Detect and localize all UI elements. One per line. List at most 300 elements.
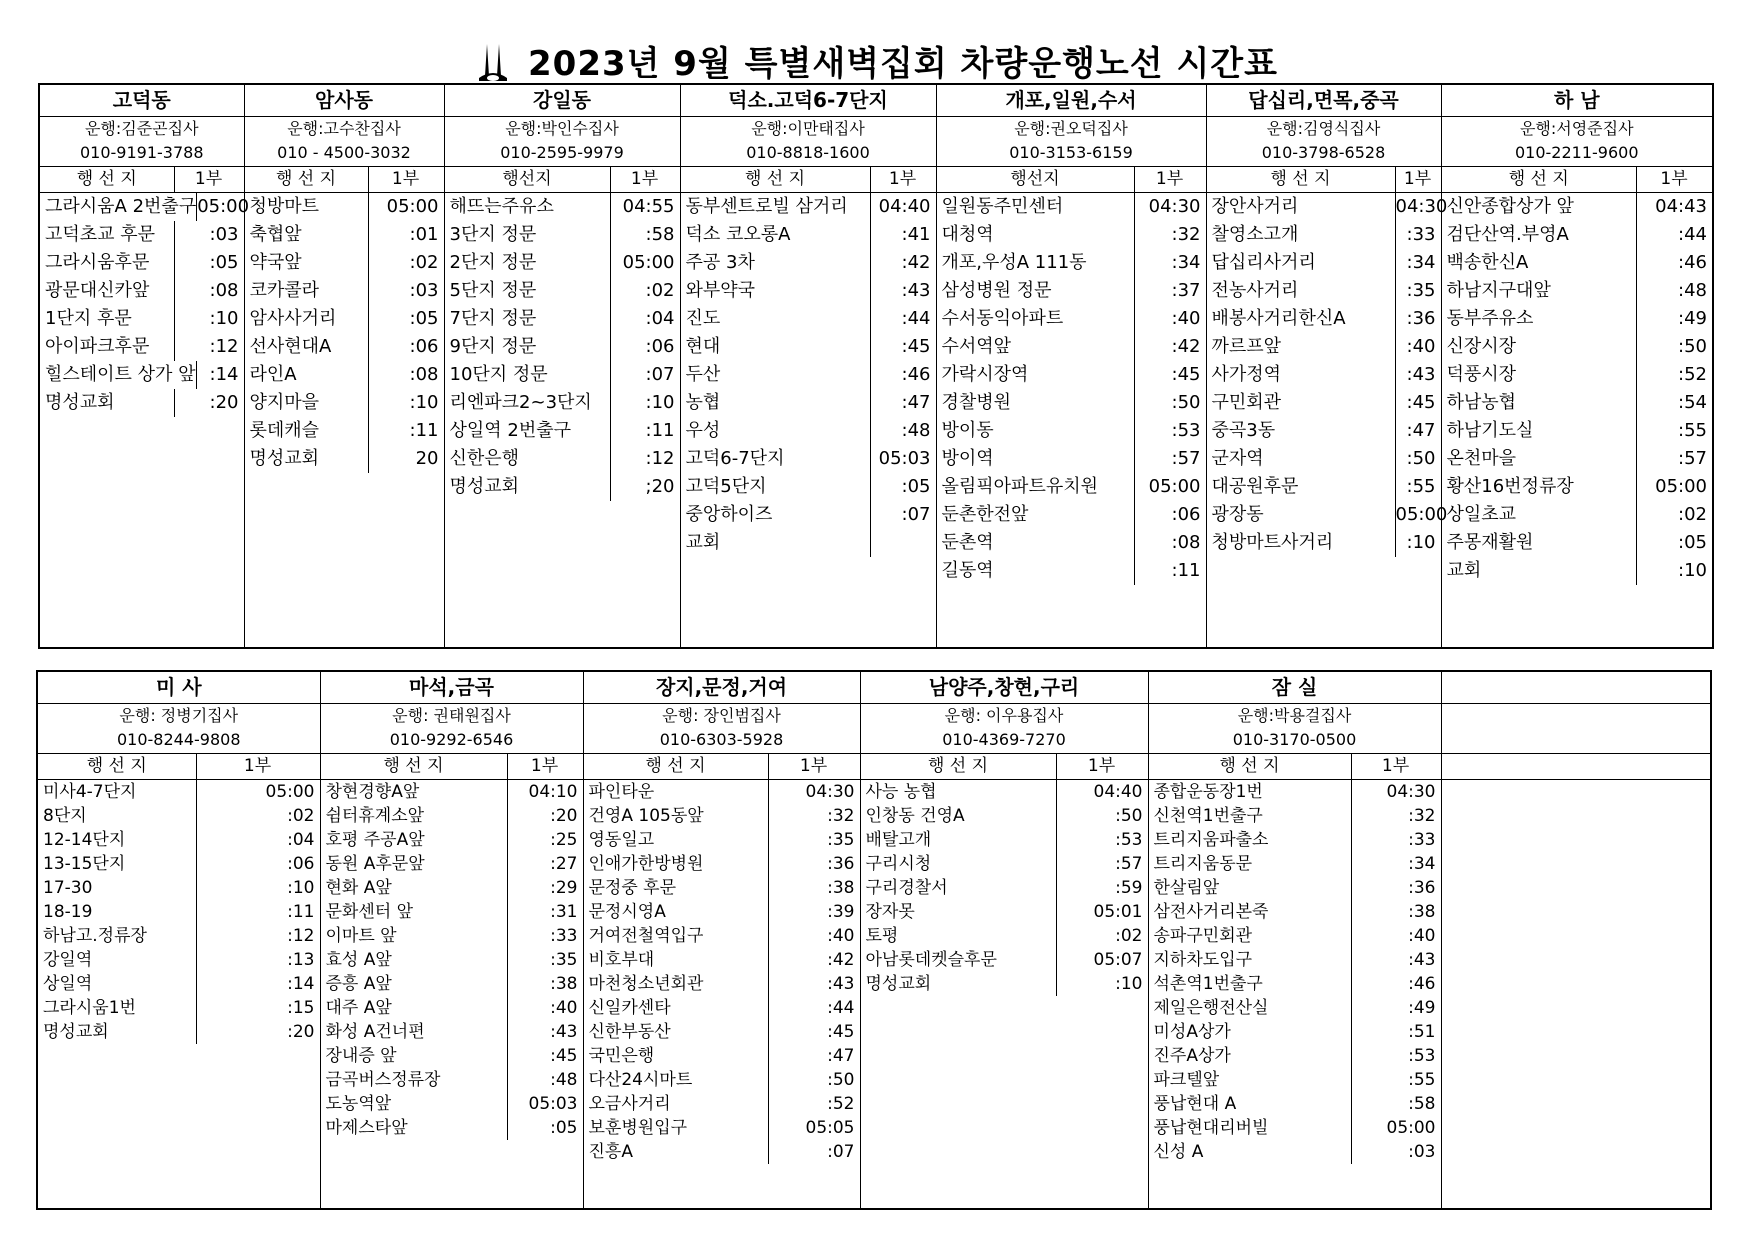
stop-name: 사가정역 bbox=[1211, 364, 1282, 385]
stop-row bbox=[40, 221, 244, 249]
stop-time: :45 bbox=[507, 1044, 583, 1068]
stop-time: 04:10 bbox=[507, 780, 583, 804]
stop-time: :55 bbox=[1351, 1068, 1441, 1092]
stop-name: 8단지 bbox=[43, 806, 87, 826]
stop-time: :43 bbox=[768, 972, 860, 996]
stop-name: 하남기도실 bbox=[1446, 420, 1534, 441]
stop-row bbox=[584, 828, 860, 852]
stop-name: 현화 A앞 bbox=[325, 878, 392, 898]
stop-time: :35 bbox=[1395, 277, 1441, 305]
stop-row bbox=[40, 389, 244, 417]
stop-time: :12 bbox=[196, 924, 320, 948]
stop-name: 미성A상가 bbox=[1153, 1022, 1231, 1042]
route-name: 답십리,면목,중곡 bbox=[1206, 84, 1441, 117]
stop-row bbox=[1442, 333, 1713, 361]
part1-header: 1부 bbox=[1403, 169, 1432, 189]
stop-row bbox=[861, 828, 1148, 852]
stop-time: :36 bbox=[1395, 305, 1441, 333]
stop-time: 05:00 bbox=[1395, 501, 1441, 529]
stop-row bbox=[861, 924, 1148, 948]
stop-row bbox=[1149, 1068, 1441, 1092]
stop-time: :03 bbox=[368, 277, 444, 305]
stop-header: 행 선 지 bbox=[40, 167, 175, 192]
stop-time: :55 bbox=[1636, 417, 1712, 445]
stop-name: 신장시장 bbox=[1446, 336, 1517, 357]
stop-header: 행 선 지 bbox=[1442, 167, 1638, 192]
stop-row bbox=[681, 501, 936, 529]
stop-row bbox=[445, 445, 680, 473]
stop-time: :48 bbox=[870, 417, 936, 445]
stop-row bbox=[681, 529, 936, 557]
stop-time: :54 bbox=[1636, 389, 1712, 417]
stop-row bbox=[1149, 948, 1441, 972]
stop-time: :06 bbox=[610, 333, 680, 361]
stop-time: :25 bbox=[507, 828, 583, 852]
stop-row bbox=[38, 876, 320, 900]
stop-row bbox=[937, 361, 1206, 389]
stop-row bbox=[681, 305, 936, 333]
part1-header: 1부 bbox=[530, 756, 559, 776]
stop-row bbox=[1442, 277, 1713, 305]
stop-row bbox=[321, 1068, 583, 1092]
stop-name: 한살림앞 bbox=[1153, 878, 1220, 898]
stop-header: 행 선 지 bbox=[681, 167, 871, 192]
stop-row bbox=[1207, 501, 1448, 529]
stop-row bbox=[937, 557, 1206, 585]
stop-name: 주공 3차 bbox=[685, 252, 755, 273]
route-name: 남양주,창현,구리 bbox=[860, 671, 1148, 704]
route-name: 미 사 bbox=[37, 671, 320, 704]
stop-row bbox=[1207, 193, 1448, 221]
stop-name: 구리경찰서 bbox=[865, 878, 948, 898]
stop-time: :05 bbox=[174, 249, 244, 277]
stop-row bbox=[584, 900, 860, 924]
part1-header: 1부 bbox=[1155, 169, 1184, 189]
route-driver-cell bbox=[936, 117, 1206, 167]
stop-row bbox=[321, 924, 583, 948]
stop-name: 13-15단지 bbox=[43, 854, 126, 874]
stop-name: 10단지 정문 bbox=[449, 364, 548, 385]
stop-time: :33 bbox=[1351, 828, 1441, 852]
stop-time: :42 bbox=[870, 249, 936, 277]
stop-time: :45 bbox=[1395, 389, 1441, 417]
stop-row bbox=[681, 193, 936, 221]
stop-time: :33 bbox=[1395, 221, 1441, 249]
stop-name: 동부센트로빌 삼거리 bbox=[685, 196, 848, 217]
route-driver-cell bbox=[320, 704, 583, 754]
stop-time: :36 bbox=[1351, 876, 1441, 900]
stop-name: 대청역 bbox=[941, 224, 994, 245]
stop-row bbox=[1207, 417, 1441, 445]
stop-row bbox=[40, 305, 244, 333]
stop-row bbox=[937, 473, 1206, 501]
route-name: 덕소.고덕6-7단지 bbox=[680, 84, 936, 117]
title-bar bbox=[0, 34, 1754, 86]
stop-name: 방이동 bbox=[941, 420, 994, 441]
empty-cell bbox=[1441, 780, 1711, 1210]
stop-row bbox=[38, 780, 320, 804]
stop-row bbox=[937, 529, 1206, 557]
column-header-row bbox=[680, 167, 936, 193]
stop-row bbox=[937, 249, 1206, 277]
stop-name: 창현경향A앞 bbox=[325, 782, 420, 802]
part1-header: 1부 bbox=[243, 756, 272, 776]
stop-name: 명성교회 bbox=[865, 974, 932, 994]
driver-name: 운행: 권태원집사 bbox=[392, 706, 511, 725]
stop-row bbox=[584, 1116, 860, 1140]
stop-row bbox=[1207, 389, 1441, 417]
stop-row bbox=[245, 361, 444, 389]
stop-name: 교회 bbox=[1446, 560, 1482, 581]
driver-name: 운행:이만태집사 bbox=[751, 119, 865, 138]
stop-name: 하남농협 bbox=[1446, 392, 1517, 413]
stop-row bbox=[40, 333, 244, 361]
stop-time: :43 bbox=[1351, 948, 1441, 972]
stop-row bbox=[937, 417, 1206, 445]
stop-name: 명성교회 bbox=[249, 448, 320, 469]
stop-row bbox=[584, 1140, 860, 1164]
stop-name: 수서동익아파트 bbox=[941, 308, 1064, 329]
stop-row bbox=[1149, 804, 1441, 828]
stop-name: 해뜨는주유소 bbox=[449, 196, 554, 217]
part1-header: 1부 bbox=[888, 169, 917, 189]
stop-row bbox=[321, 1092, 583, 1116]
stop-row bbox=[937, 277, 1206, 305]
stop-row bbox=[38, 972, 320, 996]
stop-time: :42 bbox=[1134, 333, 1206, 361]
stop-row bbox=[1149, 996, 1441, 1020]
stop-time: 05:00 bbox=[610, 249, 680, 277]
stop-name: 황산16번정류장 bbox=[1446, 476, 1574, 497]
route-stop-list bbox=[1441, 193, 1713, 649]
stop-row bbox=[681, 221, 936, 249]
stop-time: 05:01 bbox=[1056, 900, 1148, 924]
stop-time: :58 bbox=[610, 221, 680, 249]
stop-row bbox=[38, 900, 320, 924]
stop-header: 행선지 bbox=[445, 167, 611, 192]
stop-row bbox=[1149, 1116, 1441, 1140]
stop-name: 종합운동장1번 bbox=[1153, 782, 1263, 802]
route-stop-list bbox=[444, 193, 680, 649]
stop-name: 증흥 A앞 bbox=[325, 974, 392, 994]
driver-phone: 010-4369-7270 bbox=[942, 730, 1066, 749]
stop-name: 경찰병원 bbox=[941, 392, 1012, 413]
stop-name: 둔촌역 bbox=[941, 532, 994, 553]
stop-name: 명성교회 bbox=[449, 476, 520, 497]
stop-name: 검단산역.부영A bbox=[1446, 224, 1569, 245]
stop-time: 05:07 bbox=[1056, 948, 1148, 972]
stop-name: 찰영소고개 bbox=[1211, 224, 1299, 245]
stop-time: :35 bbox=[507, 948, 583, 972]
stop-name: 트리지움동문 bbox=[1153, 854, 1253, 874]
stop-time: :46 bbox=[1351, 972, 1441, 996]
stop-name: 교회 bbox=[685, 532, 721, 553]
stop-name: 명성교회 bbox=[45, 392, 115, 413]
stop-time: 05:00 bbox=[1351, 1116, 1441, 1140]
stop-time: :40 bbox=[768, 924, 860, 948]
stop-time: :38 bbox=[768, 876, 860, 900]
stop-row bbox=[584, 852, 860, 876]
stop-time: 05:00 bbox=[196, 780, 320, 804]
stop-row bbox=[937, 445, 1206, 473]
part1-header: 1부 bbox=[1087, 756, 1116, 776]
stop-time: :02 bbox=[1056, 924, 1148, 948]
stop-time: :05 bbox=[870, 473, 936, 501]
stop-time: :43 bbox=[507, 1020, 583, 1044]
stop-time: :48 bbox=[507, 1068, 583, 1092]
stop-name: 사능 농협 bbox=[865, 782, 937, 802]
stop-row bbox=[584, 972, 860, 996]
driver-phone: 010-6303-5928 bbox=[659, 730, 784, 749]
driver-phone: 010-2595-9979 bbox=[500, 143, 624, 162]
stop-name: 신천역1번출구 bbox=[1153, 806, 1263, 826]
stop-name: 올림픽아파트유치원 bbox=[941, 476, 1098, 497]
stop-time: :38 bbox=[1351, 900, 1441, 924]
stop-name: 온천마을 bbox=[1446, 448, 1517, 469]
stop-row bbox=[1207, 445, 1441, 473]
route-name: 고덕동 bbox=[39, 84, 244, 117]
stop-time: :47 bbox=[870, 389, 936, 417]
stop-time: :57 bbox=[1636, 445, 1712, 473]
stop-name: 암사사거리 bbox=[249, 308, 337, 329]
stop-header: 행선지 bbox=[937, 167, 1135, 192]
stop-name: 미사4-7단지 bbox=[43, 782, 137, 802]
stop-time: :32 bbox=[768, 804, 860, 828]
stop-time: :05 bbox=[368, 305, 444, 333]
stop-row bbox=[245, 193, 444, 221]
stop-name: 중앙하이즈 bbox=[685, 504, 773, 525]
stop-time: :11 bbox=[610, 417, 680, 445]
stop-time: :44 bbox=[870, 305, 936, 333]
stop-row bbox=[38, 924, 320, 948]
stop-name: 아이파크후문 bbox=[45, 336, 150, 357]
stop-name: 전농사거리 bbox=[1211, 280, 1299, 301]
stop-time: 05:03 bbox=[507, 1092, 583, 1116]
stop-time: :10 bbox=[196, 876, 320, 900]
route-stop-list bbox=[37, 780, 320, 1210]
stop-time: :49 bbox=[1636, 305, 1712, 333]
column-header-row bbox=[37, 754, 320, 780]
part1-header: 1부 bbox=[194, 169, 223, 189]
stop-row bbox=[245, 249, 444, 277]
driver-name: 운행: 이우용집사 bbox=[944, 706, 1064, 725]
stop-name: 코카콜라 bbox=[249, 280, 320, 301]
stop-row bbox=[445, 389, 680, 417]
stop-name: 풍납현대 A bbox=[1153, 1094, 1237, 1114]
stop-time: :46 bbox=[1636, 249, 1712, 277]
stop-name: 비호부대 bbox=[588, 950, 655, 970]
stop-row bbox=[245, 221, 444, 249]
stop-row bbox=[681, 473, 936, 501]
stop-row bbox=[40, 249, 244, 277]
stop-name: 선사현대A bbox=[249, 336, 332, 357]
stop-time: :14 bbox=[196, 361, 244, 389]
stop-time: 05:00 bbox=[368, 193, 444, 221]
stop-row bbox=[1149, 876, 1441, 900]
stop-row bbox=[445, 305, 680, 333]
stop-time: :52 bbox=[1636, 361, 1712, 389]
stop-name: 호평 주공A앞 bbox=[325, 830, 425, 850]
stop-time: :47 bbox=[1395, 417, 1441, 445]
part1-header: 1부 bbox=[630, 169, 659, 189]
stop-name: 18-19 bbox=[43, 902, 93, 922]
stop-time: :04 bbox=[196, 828, 320, 852]
stop-time: :10 bbox=[1636, 557, 1712, 585]
stop-row bbox=[40, 193, 250, 221]
stop-name: 명성교회 bbox=[43, 1022, 109, 1042]
driver-phone: 010-8818-1600 bbox=[746, 143, 870, 162]
stop-time: :02 bbox=[368, 249, 444, 277]
stop-name: 상일초교 bbox=[1446, 504, 1517, 525]
stop-row bbox=[681, 249, 936, 277]
stop-time: 04:30 bbox=[768, 780, 860, 804]
stop-name: 가락시장역 bbox=[941, 364, 1029, 385]
stop-time: :40 bbox=[507, 996, 583, 1020]
route-name: 장지,문정,거여 bbox=[583, 671, 860, 704]
stop-name: 상일역 2번출구 bbox=[449, 420, 572, 441]
stop-time: :02 bbox=[1636, 501, 1712, 529]
stop-name: 방이역 bbox=[941, 448, 994, 469]
stop-time: :45 bbox=[1134, 361, 1206, 389]
stop-row bbox=[584, 924, 860, 948]
stop-row bbox=[1207, 473, 1441, 501]
stop-row bbox=[1207, 529, 1441, 557]
stop-time: :12 bbox=[174, 333, 244, 361]
stop-name: 고덕6-7단지 bbox=[685, 448, 785, 469]
route-stop-list bbox=[320, 780, 583, 1210]
stop-name: 둔촌한전앞 bbox=[941, 504, 1029, 525]
route-stop-list bbox=[583, 780, 860, 1210]
stop-row bbox=[38, 804, 320, 828]
stop-header: 행 선 지 bbox=[321, 754, 508, 779]
stop-row bbox=[937, 193, 1206, 221]
stop-time: :20 bbox=[507, 804, 583, 828]
stop-time: :59 bbox=[1056, 876, 1148, 900]
stop-time: :49 bbox=[1351, 996, 1441, 1020]
stop-time: :08 bbox=[368, 361, 444, 389]
stop-time: :35 bbox=[768, 828, 860, 852]
stop-row bbox=[681, 361, 936, 389]
driver-name: 운행:김준곤집사 bbox=[84, 119, 199, 138]
stop-row bbox=[321, 780, 583, 804]
stop-name: 강일역 bbox=[43, 950, 93, 970]
route-name: 강일동 bbox=[444, 84, 680, 117]
page-title: 2023년 9월 특별새벽집회 차량운행노선 시간표 bbox=[528, 43, 1278, 84]
stop-row bbox=[1149, 972, 1441, 996]
route-driver-cell bbox=[680, 117, 936, 167]
route-driver-cell bbox=[39, 117, 244, 167]
route-driver-cell bbox=[1441, 117, 1713, 167]
stop-row bbox=[1442, 445, 1713, 473]
stop-name: 고덕초교 후문 bbox=[45, 224, 156, 245]
stop-time: 20 bbox=[368, 445, 444, 473]
stop-time: :10 bbox=[610, 389, 680, 417]
driver-name: 운행:김영식집사 bbox=[1266, 119, 1381, 138]
route-stop-list bbox=[39, 193, 250, 649]
stop-row bbox=[1442, 221, 1713, 249]
stop-name: 삼성병원 정문 bbox=[941, 280, 1052, 301]
stop-name: 배탈고개 bbox=[865, 830, 932, 850]
stop-time: :20 bbox=[174, 389, 244, 417]
stop-row bbox=[321, 876, 583, 900]
stop-name: 백송한신A bbox=[1446, 252, 1529, 273]
stop-row bbox=[1149, 1044, 1441, 1068]
stop-time: :34 bbox=[1351, 852, 1441, 876]
stop-time: :50 bbox=[1636, 333, 1712, 361]
stop-name: 문정시영A bbox=[588, 902, 666, 922]
stop-name: 답십리사거리 bbox=[1211, 252, 1316, 273]
driver-phone: 010-8244-9808 bbox=[116, 730, 241, 749]
stop-name: 그라시움1번 bbox=[43, 998, 136, 1018]
stop-row bbox=[40, 361, 244, 389]
stop-row bbox=[445, 473, 680, 501]
driver-name: 운행: 정병기집사 bbox=[119, 706, 239, 725]
stop-row bbox=[321, 1044, 583, 1068]
stop-name: 효성 A앞 bbox=[325, 950, 392, 970]
stop-row bbox=[1149, 828, 1441, 852]
stop-name: 덕소 코오롱A bbox=[685, 224, 791, 245]
stop-name: 까르프앞 bbox=[1211, 336, 1282, 357]
stop-time: :13 bbox=[196, 948, 320, 972]
stop-name: 토평 bbox=[865, 926, 899, 946]
stop-row bbox=[1207, 221, 1441, 249]
stop-name: 광장동 bbox=[1211, 504, 1264, 525]
route-stop-list bbox=[860, 780, 1148, 1210]
route-driver-cell bbox=[444, 117, 680, 167]
stop-row bbox=[245, 305, 444, 333]
stop-name: 다산24시마트 bbox=[588, 1070, 693, 1090]
column-header-row bbox=[1441, 167, 1713, 193]
stop-name: 국민은행 bbox=[588, 1046, 655, 1066]
route-name: 하 남 bbox=[1441, 84, 1713, 117]
stop-row bbox=[861, 852, 1148, 876]
stop-name: 양지마을 bbox=[249, 392, 320, 413]
stop-name: 장내증 앞 bbox=[325, 1046, 397, 1066]
route-stop-list bbox=[244, 193, 444, 649]
stop-time: :53 bbox=[1351, 1044, 1441, 1068]
route-stop-list bbox=[1206, 193, 1448, 649]
stop-name: 인애가한방병원 bbox=[588, 854, 704, 874]
stop-name: 개포,우성A 111동 bbox=[941, 252, 1087, 273]
column-header-row bbox=[244, 167, 444, 193]
stop-name: 그라시움후문 bbox=[45, 252, 150, 273]
stop-row bbox=[937, 305, 1206, 333]
part1-header: 1부 bbox=[391, 169, 420, 189]
stop-time: :45 bbox=[768, 1020, 860, 1044]
stop-name: 농협 bbox=[685, 392, 721, 413]
stop-time: :57 bbox=[1056, 852, 1148, 876]
stop-name: 도농역앞 bbox=[325, 1094, 392, 1114]
stop-time: :06 bbox=[1134, 501, 1206, 529]
route-name: 개포,일원,수서 bbox=[936, 84, 1206, 117]
stop-row bbox=[245, 417, 444, 445]
stop-time: :07 bbox=[870, 501, 936, 529]
stop-name: 건영A 105동앞 bbox=[588, 806, 704, 826]
stop-time: :06 bbox=[368, 333, 444, 361]
stop-name: 두산 bbox=[685, 364, 721, 385]
stop-name: 진도 bbox=[685, 308, 721, 329]
stop-time: :05 bbox=[507, 1116, 583, 1140]
stop-header: 행 선 지 bbox=[1207, 167, 1396, 192]
stop-name: 2단지 정문 bbox=[449, 252, 537, 273]
part1-header: 1부 bbox=[799, 756, 828, 776]
stop-time: 04:55 bbox=[610, 193, 680, 221]
driver-phone: 010-3170-0500 bbox=[1232, 730, 1357, 749]
stop-row bbox=[1442, 501, 1713, 529]
stop-name: 광문대신카앞 bbox=[45, 280, 150, 301]
stop-row bbox=[681, 389, 936, 417]
stop-time: 04:30 bbox=[1395, 193, 1441, 221]
